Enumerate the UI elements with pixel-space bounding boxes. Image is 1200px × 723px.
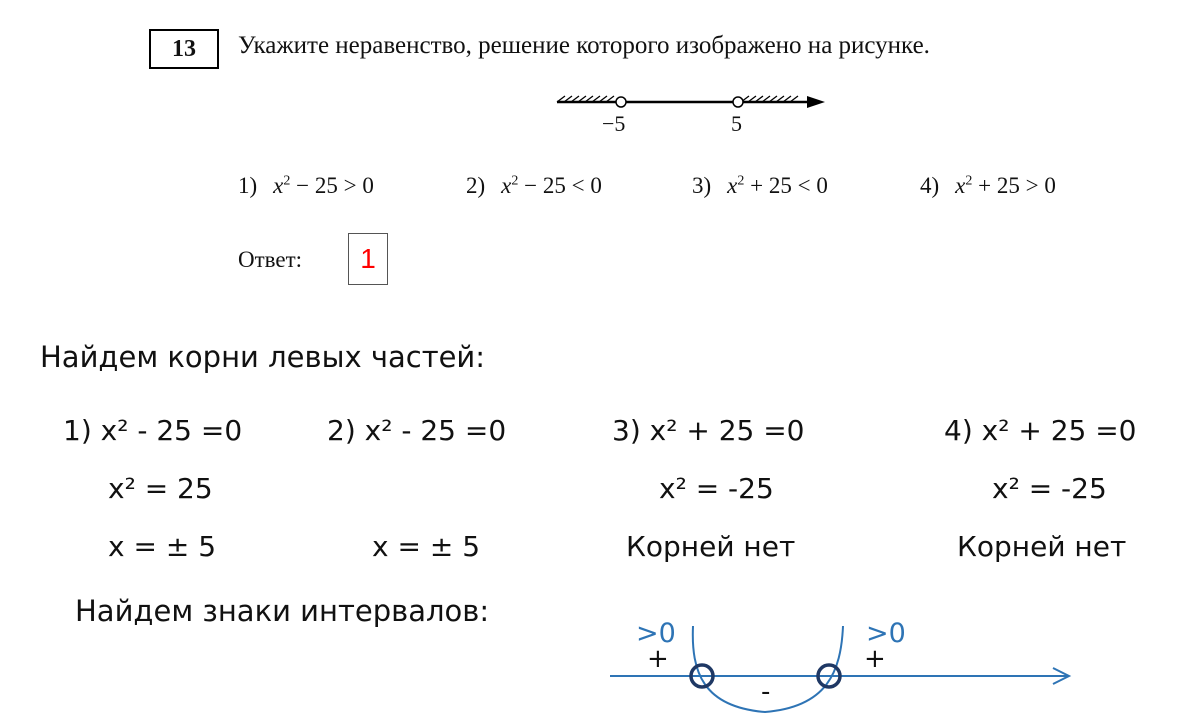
case-1-equation: 1) x² - 25 =0 — [63, 414, 243, 447]
roots-heading: Найдем корни левых частей: — [40, 340, 486, 374]
axis-label-left: −5 — [602, 111, 626, 136]
option-4: 4) $x^2 + 25 > 0$ — [920, 173, 1056, 198]
case-3-roots: Корней нет — [626, 530, 796, 563]
left-interval-positive-label: >0 — [636, 618, 676, 649]
case-4-roots: Корней нет — [957, 530, 1127, 563]
middle-interval-sign: - — [761, 677, 771, 707]
number-line-figure — [555, 86, 835, 116]
answer-label: Ответ: — [238, 247, 303, 272]
case-4-step: x² = -25 — [992, 472, 1107, 505]
case-2-equation: 2) x² - 25 =0 — [327, 414, 507, 447]
open-point-left — [616, 97, 626, 107]
task-prompt: Укажите неравенство, решение которого изображено на рисунке. — [238, 32, 930, 59]
task-number: 13 — [149, 29, 219, 69]
open-point-right — [733, 97, 743, 107]
answer-box: 1 — [348, 233, 388, 285]
case-4-equation: 4) x² + 25 =0 — [944, 414, 1137, 447]
right-interval-positive-label: >0 — [866, 618, 906, 649]
axis-label-right: 5 — [731, 111, 742, 136]
option-1: 1) $x^2 - 25 > 0$ — [238, 173, 374, 198]
case-3-step: x² = -25 — [659, 472, 774, 505]
signs-heading: Найдем знаки интервалов: — [75, 594, 490, 628]
option-3: 3) $x^2 + 25 < 0$ — [692, 173, 828, 198]
case-1-step: x² = 25 — [108, 472, 213, 505]
axis-arrow-icon — [807, 96, 825, 108]
option-2: 2) $x^2 - 25 < 0$ — [466, 173, 602, 198]
case-2-roots: x = ± 5 — [372, 530, 481, 563]
case-3-equation: 3) x² + 25 =0 — [612, 414, 805, 447]
case-1-roots: x = ± 5 — [108, 530, 217, 563]
sign-diagram — [605, 612, 1080, 720]
left-interval-sign: + — [647, 644, 669, 674]
right-interval-sign: + — [864, 644, 886, 674]
